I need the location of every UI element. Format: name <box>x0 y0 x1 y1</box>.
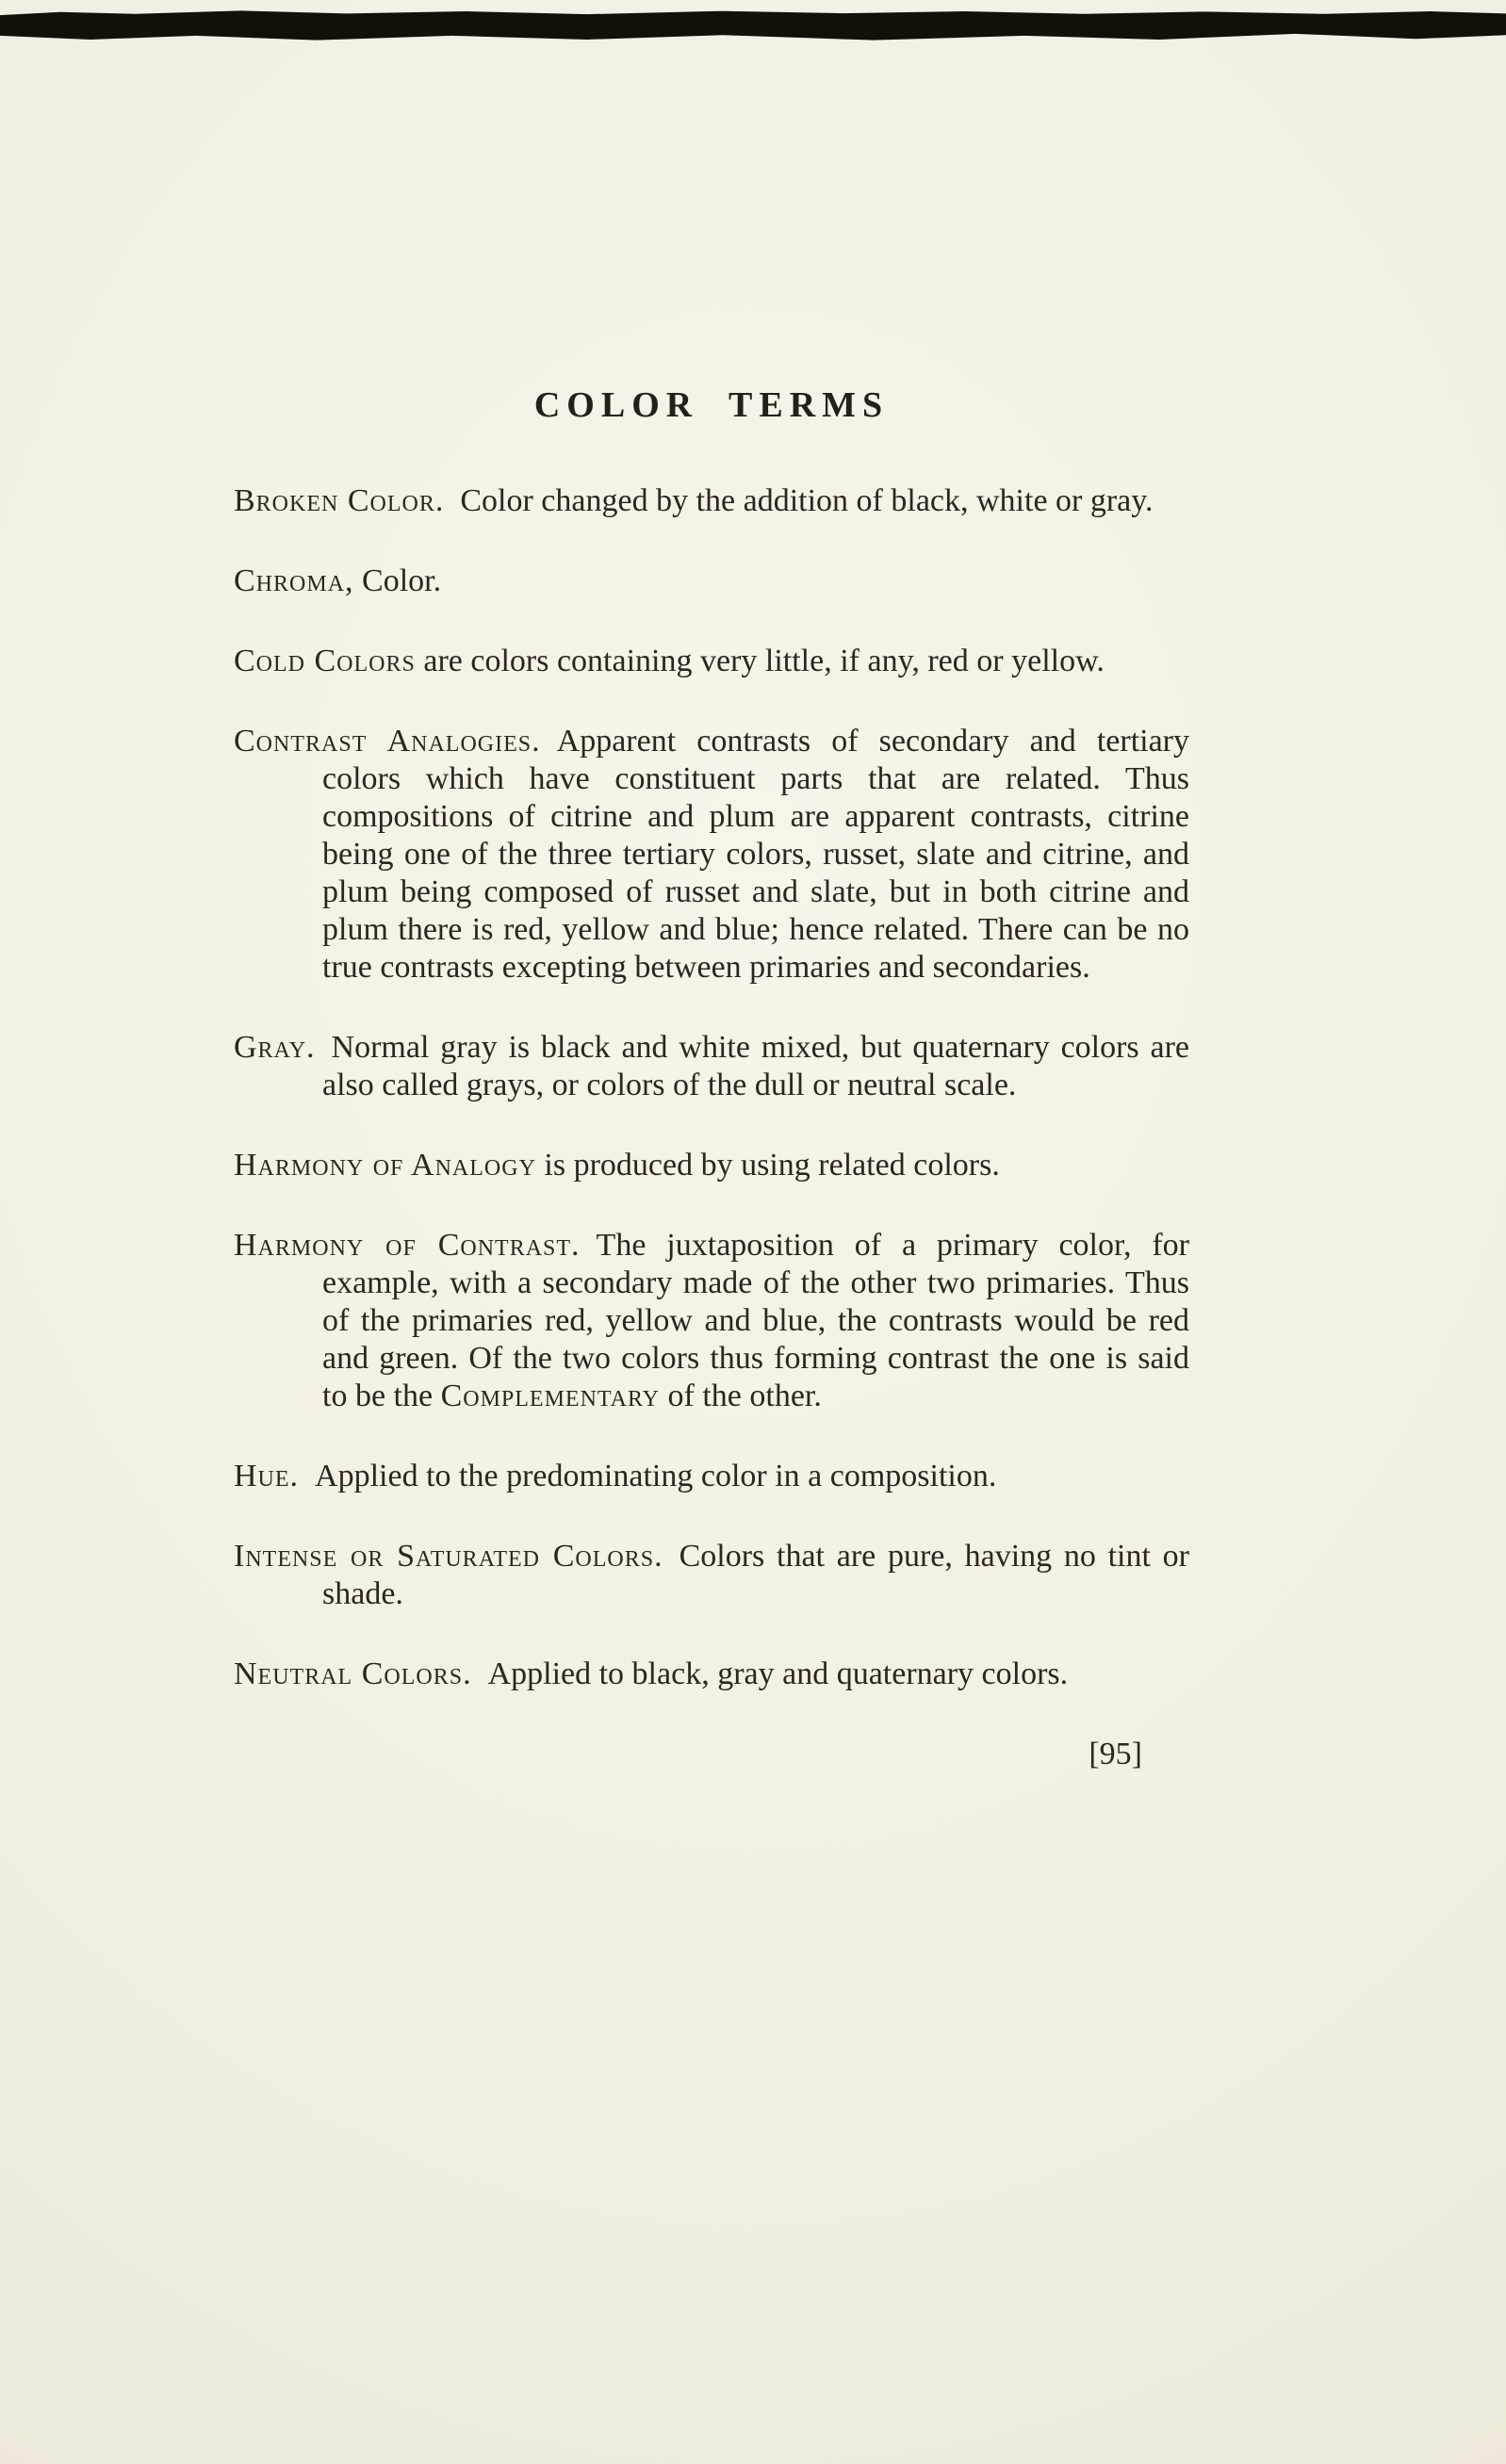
entry-term: Cold Colors <box>234 644 416 678</box>
glossary-entry <box>234 482 1189 520</box>
glossary-entry <box>234 1147 1189 1184</box>
entry-term: Chroma, <box>234 563 354 598</box>
glossary-entry <box>234 643 1189 680</box>
entry-text: The juxtaposition of a primary color, for example, with a secondary made of the other two primaries. Thus of the primaries red, yellow and blue, the contrasts would be red and green. Of the two colors thus forming contrast the one is said to be the <box>322 1228 1189 1413</box>
entry-term: Harmony of Contrast. <box>234 1228 581 1263</box>
glossary-entries <box>234 482 1189 1693</box>
glossary-entry <box>234 723 1189 987</box>
entry-term: Hue. <box>234 1459 300 1493</box>
glossary-entry <box>234 1458 1189 1495</box>
entry-text: of the other. <box>660 1379 822 1413</box>
page-title: COLOR TERMS <box>533 385 890 425</box>
page-content <box>234 384 1189 1773</box>
glossary-entry <box>234 1227 1189 1415</box>
entry-text: are colors containing very little, if any, red or yellow. <box>415 644 1105 678</box>
page-number: [95] <box>1089 1737 1142 1771</box>
entry-text: Colors that are pure, having no tint or shade. <box>322 1539 1189 1611</box>
entry-text: is produced by using related colors. <box>535 1148 1000 1183</box>
entry-text: Color changed by the addition of black, white or gray. <box>444 483 1154 518</box>
glossary-entry <box>234 1538 1189 1613</box>
entry-term: Gray. <box>234 1030 316 1065</box>
entry-text: Color. <box>353 563 442 598</box>
entry-text: Applied to black, gray and quaternary colors. <box>471 1656 1069 1691</box>
entry-term: Complementary <box>440 1379 661 1413</box>
entry-term: Harmony of Analogy <box>234 1148 536 1183</box>
glossary-entry <box>234 563 1189 600</box>
glossary-entry <box>234 1029 1189 1104</box>
entry-term: Intense or Saturated Colors. <box>234 1539 663 1574</box>
entry-text: Applied to the predominating color in a composition. <box>299 1459 997 1493</box>
scan-edge-artifact <box>0 9 1506 41</box>
entry-term: Broken Color. <box>234 483 445 518</box>
entry-term: Contrast Analogies. <box>234 724 541 759</box>
glossary-entry <box>234 1656 1189 1693</box>
entry-text: Apparent contrasts of secondary and tertiary colors which have constituent parts that are related. Thus compositions of citrine and plum are apparent contrasts, citrine being one of the three tertiary colors, russet, slate and citrine, and plum being composed of russet and slate, but in both citrine and plum there is red, yellow and blue; hence related. There can be no true contrasts excepting between primaries and secondaries. <box>322 724 1189 985</box>
entry-term: Neutral Colors. <box>234 1656 472 1691</box>
entry-text: Normal gray is black and white mixed, but quaternary colors are also called grays, or colors of the dull or neutral scale. <box>315 1030 1189 1102</box>
